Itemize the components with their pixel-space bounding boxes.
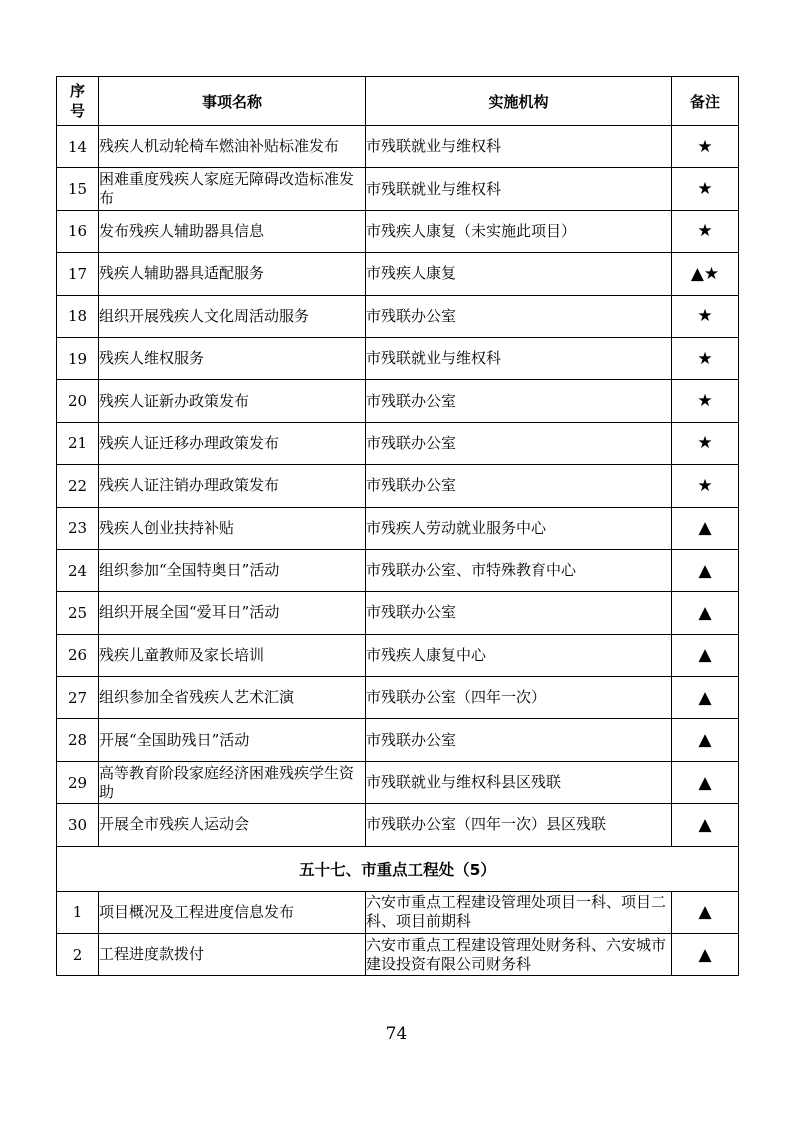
row-org: 市残联办公室 [366,719,672,761]
service-items-table [56,76,739,976]
row-seq: 25 [57,592,99,634]
row-name: 组织开展残疾人文化周活动服务 [99,295,366,337]
row-name: 项目概况及工程进度信息发布 [99,891,366,933]
row-note: ▲ [672,934,739,976]
row-org: 市残联就业与维权科县区残联 [366,761,672,803]
table-header-row [57,77,739,126]
table-row [57,253,739,295]
header-name: 事项名称 [99,77,366,126]
row-name: 残疾人证迁移办理政策发布 [99,422,366,464]
row-org: 市残联办公室 [366,592,672,634]
row-name: 残疾人机动轮椅车燃油补贴标准发布 [99,126,366,168]
row-name: 残疾人证注销办理政策发布 [99,465,366,507]
row-note: ★ [672,337,739,379]
row-seq: 19 [57,337,99,379]
table-row [57,168,739,210]
table-row [57,337,739,379]
row-org: 六安市重点工程建设管理处项目一科、项目二科、项目前期科 [366,891,672,933]
row-name: 残疾儿童教师及家长培训 [99,634,366,676]
header-org: 实施机构 [366,77,672,126]
table-row [57,126,739,168]
row-org: 市残联办公室（四年一次）县区残联 [366,804,672,846]
row-note: ★ [672,168,739,210]
row-name: 高等教育阶段家庭经济困难残疾学生资助 [99,761,366,803]
table-row [57,507,739,549]
row-note: ▲ [672,677,739,719]
row-seq: 23 [57,507,99,549]
row-note: ★ [672,422,739,464]
row-org: 市残联办公室（四年一次） [366,677,672,719]
table-row [57,634,739,676]
row-seq: 1 [57,891,99,933]
header-seq [57,77,99,126]
row-org: 市残联就业与维权科 [366,126,672,168]
table-row [57,719,739,761]
header-note: 备注 [672,77,739,126]
row-note: ▲ [672,507,739,549]
row-org: 市残疾人康复 [366,253,672,295]
header-seq-bottom: 号 [69,102,85,120]
row-name: 残疾人维权服务 [99,337,366,379]
row-seq: 2 [57,934,99,976]
row-seq: 27 [57,677,99,719]
row-note: ★ [672,295,739,337]
row-seq: 21 [57,422,99,464]
row-org: 市残联办公室 [366,422,672,464]
row-name: 开展全市残疾人运动会 [99,804,366,846]
row-org: 六安市重点工程建设管理处财务科、六安城市建设投资有限公司财务科 [366,934,672,976]
row-note: ▲ [672,891,739,933]
header-seq-top: 序 [69,82,85,100]
row-note: ★ [672,126,739,168]
row-seq: 22 [57,465,99,507]
table-row [57,934,739,976]
row-name: 残疾人创业扶持补贴 [99,507,366,549]
table-row [57,804,739,846]
row-note: ▲ [672,719,739,761]
row-org: 市残联办公室 [366,380,672,422]
table-row [57,891,739,933]
row-name: 困难重度残疾人家庭无障碍改造标准发布 [99,168,366,210]
page-number: 74 [385,1024,408,1044]
row-seq: 17 [57,253,99,295]
table-row [57,422,739,464]
section-title: 五十七、市重点工程处（5） [57,846,739,891]
row-seq: 30 [57,804,99,846]
table-row [57,210,739,252]
row-name: 残疾人证新办政策发布 [99,380,366,422]
row-note: ★ [672,210,739,252]
row-name: 残疾人辅助器具适配服务 [99,253,366,295]
row-seq: 15 [57,168,99,210]
row-org: 市残疾人康复（未实施此项目） [366,210,672,252]
row-seq: 26 [57,634,99,676]
table-row [57,677,739,719]
row-org: 市残疾人劳动就业服务中心 [366,507,672,549]
row-note: ▲ [672,592,739,634]
row-org: 市残联办公室、市特殊教育中心 [366,549,672,591]
row-seq: 29 [57,761,99,803]
row-note: ▲ [672,804,739,846]
table-row [57,380,739,422]
row-name: 组织参加全省残疾人艺术汇演 [99,677,366,719]
section-header-row [57,846,739,891]
row-note: ▲★ [672,253,739,295]
row-note: ★ [672,465,739,507]
row-org: 市残联就业与维权科 [366,168,672,210]
table-row [57,761,739,803]
row-note: ▲ [672,549,739,591]
table-row [57,295,739,337]
table-row [57,549,739,591]
row-seq: 28 [57,719,99,761]
row-name: 开展“全国助残日”活动 [99,719,366,761]
row-org: 市残联办公室 [366,295,672,337]
row-seq: 16 [57,210,99,252]
row-name: 工程进度款拨付 [99,934,366,976]
table-row [57,592,739,634]
row-seq: 20 [57,380,99,422]
row-seq: 18 [57,295,99,337]
table-row [57,465,739,507]
row-org: 市残联办公室 [366,465,672,507]
row-seq: 14 [57,126,99,168]
row-org: 市残疾人康复中心 [366,634,672,676]
row-name: 组织开展全国“爱耳日”活动 [99,592,366,634]
row-note: ▲ [672,761,739,803]
row-name: 组织参加“全国特奥日”活动 [99,549,366,591]
row-name: 发布残疾人辅助器具信息 [99,210,366,252]
row-note: ★ [672,380,739,422]
row-note: ▲ [672,634,739,676]
row-org: 市残联就业与维权科 [366,337,672,379]
row-seq: 24 [57,549,99,591]
